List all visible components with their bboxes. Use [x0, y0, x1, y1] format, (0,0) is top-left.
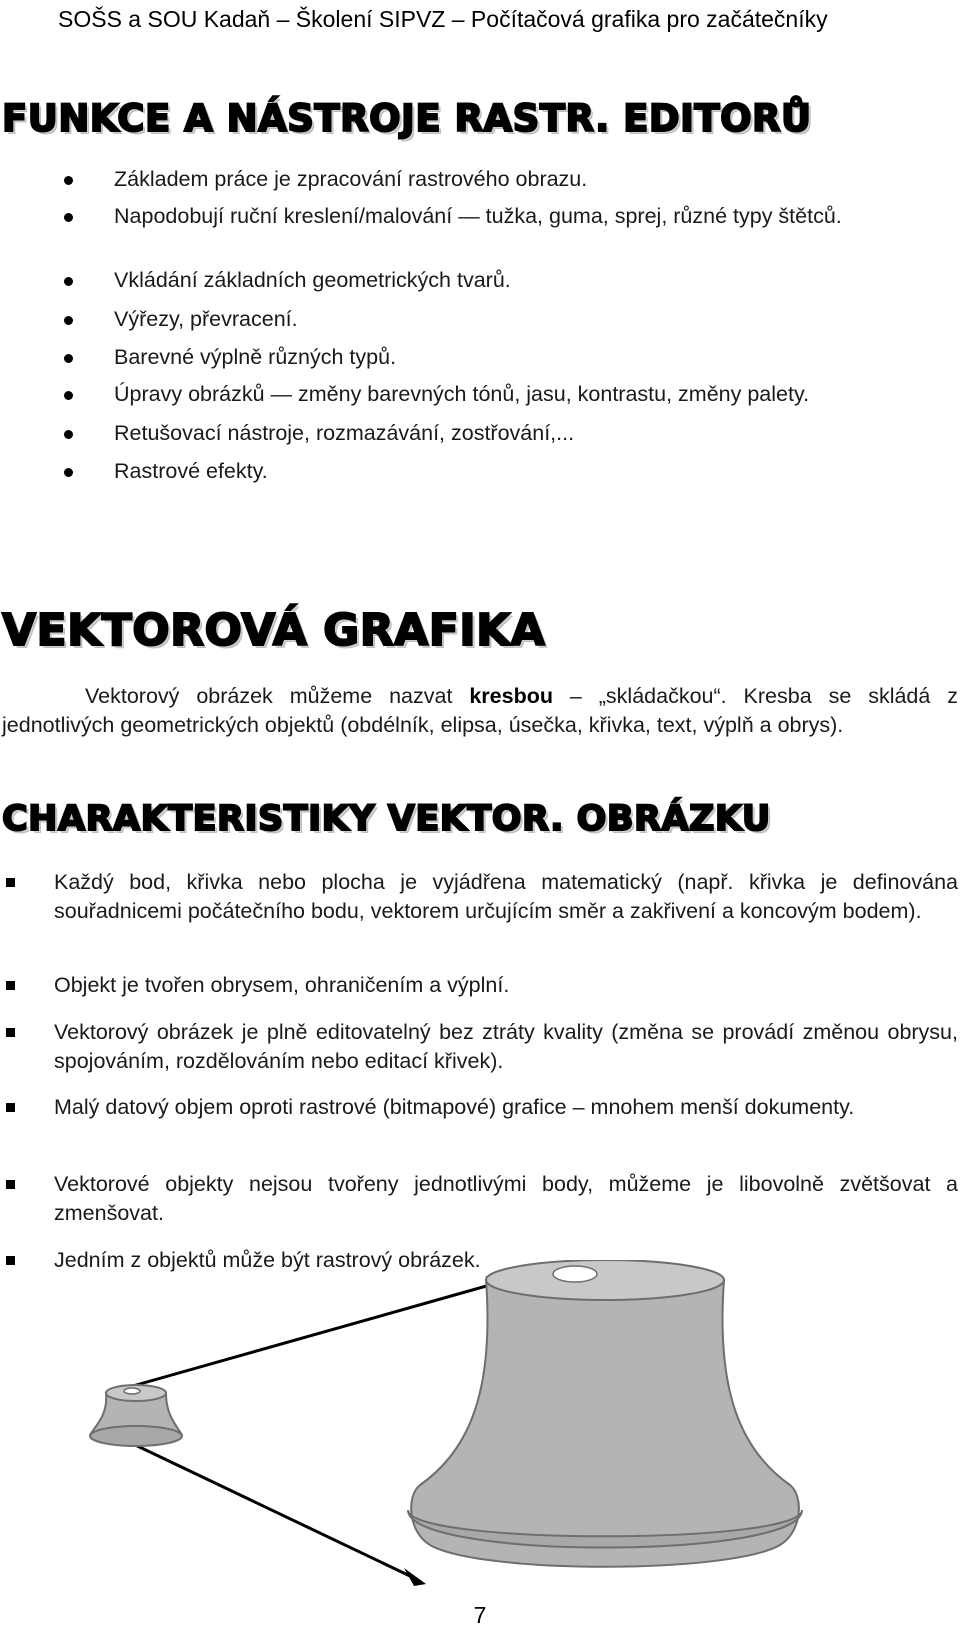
para-text-start: Vektorový obrázek můžeme nazvat [85, 684, 470, 708]
small-bell-shape [90, 1385, 182, 1446]
heading-vector-graphics: VEKTOROVÁ GRAFIKA [2, 605, 546, 656]
list-item: Vkládání základních geometrických tvarů. [114, 266, 958, 295]
list-item: Barevné výplně různých typů. [114, 343, 958, 372]
heading-raster-editors: FUNKCE A NÁSTROJE RASTR. EDITORŮ [2, 97, 812, 140]
list-item: Rastrové efekty. [114, 457, 958, 486]
list-item: Každý bod, křivka nebo plocha je vyjádřena matematický (např. křivka je definována souřadnicemi počátečního bodu, vektorem určujícím směr a zakřivení a koncovým bodem). [54, 868, 958, 926]
list-item: Jedním z objektů může být rastrový obrázek. [54, 1246, 958, 1275]
large-bell-shape [408, 1260, 802, 1567]
para-bold-term: kresbou [469, 684, 553, 708]
scaling-illustration [0, 1260, 960, 1600]
scaling-figure-svg [0, 1260, 960, 1600]
list-item: Vektorový obrázek je plně editovatelný bez ztráty kvality (změna se provádí změnou obrysu, spojováním, rozdělováním nebo editací křivek). [54, 1018, 958, 1076]
vector-intro-paragraph [2, 682, 958, 740]
list-item: Napodobují ruční kreslení/malování — tužka, guma, sprej, různé typy štětců. [114, 202, 958, 231]
list-item: Retušovací nástroje, rozmazávání, zostřování,... [114, 419, 958, 448]
list-item: Základem práce je zpracování rastrového obrazu. [114, 165, 958, 194]
page-header: SOŠS a SOU Kadaň – Školení SIPVZ – Počítačová grafika pro začátečníky [58, 6, 828, 32]
list-item: Malý datový objem oproti rastrové (bitmapové) grafice – mnohem menší dokumenty. [54, 1093, 958, 1122]
list-item: Objekt je tvořen obrysem, ohraničením a výplní. [54, 971, 958, 1000]
page-number: 7 [473, 1602, 487, 1628]
arrow-top [108, 1285, 490, 1393]
arrow-bottom-head [404, 1568, 426, 1586]
arrow-bottom [108, 1432, 410, 1576]
list-item: Úpravy obrázků — změny barevných tónů, jasu, kontrastu, změny palety. [114, 380, 958, 409]
para-text-end: – „skládačkou“. Kresba se skládá z jednotlivých geometrických objektů (obdélník, elipsa, úsečka, křivka, text, výplň a obrys). [2, 684, 958, 737]
list-item: Výřezy, převracení. [114, 305, 958, 334]
heading-vector-characteristics: CHARAKTERISTIKY VEKTOR. OBRÁZKU [2, 799, 771, 839]
list-item: Vektorové objekty nejsou tvořeny jednotlivými body, můžeme je libovolně zvětšovat a zmenšovat. [54, 1170, 958, 1228]
